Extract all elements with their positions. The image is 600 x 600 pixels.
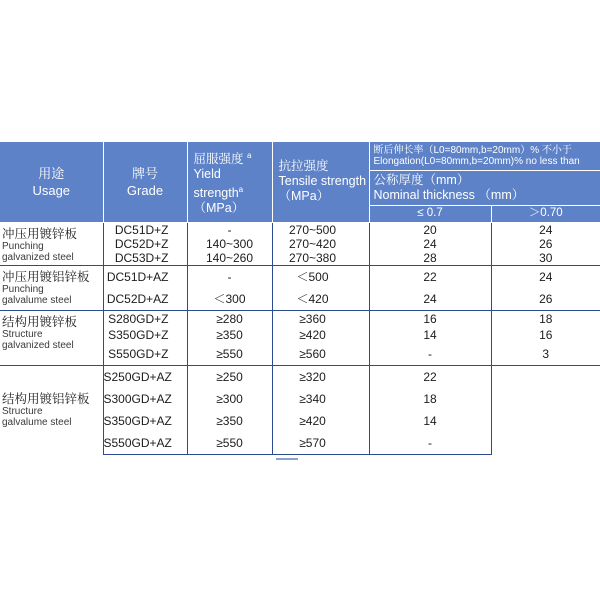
elongation-thin-cell: 14 xyxy=(369,410,491,432)
tensile-cell: ≥420 xyxy=(272,410,369,432)
table-row xyxy=(0,365,600,388)
grade-cell: DC53D+Z xyxy=(103,251,187,266)
usage-en: Punching xyxy=(2,283,44,295)
elongation-thick-cell: 30 xyxy=(539,250,553,265)
usage-en: galvanized steel xyxy=(2,251,74,263)
yield-cell: ≥280 xyxy=(187,310,272,327)
tensile-cell: ≥570 xyxy=(272,432,369,455)
yield-cell: - xyxy=(187,265,272,288)
usage-cell-punching-galvanized xyxy=(0,222,103,265)
usage-cn: 结构用镀铝锌板 xyxy=(2,391,90,406)
grade-header-cn: 牌号 xyxy=(131,165,158,181)
usage-cell-structure-galvalume xyxy=(0,365,103,454)
elongation-thick-cell: 18 xyxy=(491,310,600,327)
yield-cell: ＜300 xyxy=(187,288,272,311)
usage-en: galvalume steel xyxy=(2,294,72,306)
yield-header-en: Yield strength xyxy=(193,166,239,200)
spec-table xyxy=(0,142,600,455)
tensile-cell: ≥360 xyxy=(272,310,369,327)
yield-cell: 140~300 xyxy=(187,237,272,251)
yield-cell: ≥350 xyxy=(187,410,272,432)
yield-cell: ≥350 xyxy=(187,327,272,343)
usage-en: galvalume steel xyxy=(2,416,72,428)
elongation-thick-cell: 24 xyxy=(491,265,600,288)
usage-en: Punching xyxy=(2,240,44,252)
yield-header-cn: 屈服强度 xyxy=(193,151,244,166)
grade-cell: DC52D+Z xyxy=(103,237,187,251)
usage-header-cn: 用途 xyxy=(38,165,65,181)
grade-header-en: Grade xyxy=(126,182,164,198)
yield-header-sup: a xyxy=(247,150,252,160)
yield-cell: ≥300 xyxy=(187,388,272,410)
usage-cell-structure-galvanized xyxy=(0,310,103,365)
elongation-thin-cell: 16 xyxy=(369,310,491,327)
table-row xyxy=(0,310,600,327)
grade-cell: S350GD+AZ xyxy=(103,410,187,432)
yield-cell: ≥550 xyxy=(187,432,272,455)
tensile-cell: ≥320 xyxy=(272,365,369,388)
elongation-thin-cell: 28 xyxy=(369,251,491,266)
elongation-thick-cell: 26 xyxy=(539,236,553,251)
elongation-thick-cell: 16 xyxy=(539,327,553,342)
elongation-thin-cell: - xyxy=(369,432,491,455)
nominal-thickness-cn: 公称厚度（mm） xyxy=(373,172,470,187)
usage-en: Structure xyxy=(2,405,43,417)
yield-header xyxy=(187,142,272,222)
yield-cell: ≥550 xyxy=(187,343,272,366)
elongation-thin-cell: 24 xyxy=(369,288,491,311)
tensile-cell: 270~420 xyxy=(272,237,369,251)
tensile-header-unit: （MPa） xyxy=(278,189,330,204)
grade-cell: S300GD+AZ xyxy=(103,388,187,410)
grade-cell: DC51D+Z xyxy=(103,222,187,237)
tensile-cell: 270~500 xyxy=(272,222,369,237)
grade-cell: S250GD+AZ xyxy=(103,365,187,388)
decorative-underline xyxy=(276,458,298,460)
elongation-thin-cell: 18 xyxy=(369,388,491,410)
elongation-thin-cell: 14 xyxy=(369,327,491,343)
thickness-gt-0-70-header: ＞0.70 xyxy=(491,205,600,222)
tensile-cell: ＜500 xyxy=(272,265,369,288)
usage-cn: 冲压用镀锌板 xyxy=(2,226,78,241)
grade-cell: S550GD+Z xyxy=(103,343,187,366)
yield-header-unit: （MPa） xyxy=(193,200,245,215)
grade-cell: DC51D+AZ xyxy=(103,265,187,288)
elongation-thin-cell: 22 xyxy=(369,265,491,288)
tensile-header-cn: 抗拉强度 xyxy=(278,159,329,174)
table-row xyxy=(0,222,600,237)
tensile-cell: ≥340 xyxy=(272,388,369,410)
tensile-cell: ＜420 xyxy=(272,288,369,311)
yield-cell: 140~260 xyxy=(187,251,272,266)
elongation-header-cn: 断后伸长率（L0=80mm,b=20mm）% 不小于 xyxy=(373,144,572,156)
elongation-thick-cell-empty xyxy=(491,365,600,454)
elongation-thick-cell: 24 xyxy=(491,222,600,237)
elongation-thick-cell: 3 xyxy=(542,346,550,361)
table-row xyxy=(0,265,600,288)
grade-header xyxy=(103,142,187,222)
grade-cell: DC52D+AZ xyxy=(103,288,187,311)
elongation-thin-cell: 24 xyxy=(369,237,491,251)
usage-en: Structure xyxy=(2,328,43,340)
elongation-thick-cell: 26 xyxy=(539,291,553,306)
thickness-le-0-7-header: ≤ 0.7 xyxy=(369,205,491,222)
tensile-cell: ≥420 xyxy=(272,327,369,343)
yield-cell: - xyxy=(187,222,272,237)
usage-header xyxy=(0,142,103,222)
usage-en: galvanized steel xyxy=(2,339,74,351)
usage-cell-punching-galvalume xyxy=(0,265,103,310)
nominal-thickness-header xyxy=(369,170,600,205)
tensile-cell: ≥560 xyxy=(272,343,369,366)
usage-cn: 结构用镀锌板 xyxy=(2,314,78,329)
elongation-header xyxy=(369,142,600,170)
elongation-thin-cell: 20 xyxy=(369,222,491,237)
tensile-header-en: Tensile strength xyxy=(278,174,367,189)
grade-cell: S550GD+AZ xyxy=(103,432,187,455)
nominal-thickness-en: Nominal thickness （mm） xyxy=(373,187,525,202)
grade-cell: S280GD+Z xyxy=(103,310,187,327)
elongation-thin-cell: 22 xyxy=(369,365,491,388)
usage-header-en: Usage xyxy=(32,182,71,198)
elongation-header-en: Elongation(L0=80mm,b=20mm)% no less than xyxy=(373,155,580,167)
elongation-thin-cell: - xyxy=(369,343,491,366)
tensile-cell: 270~380 xyxy=(272,251,369,266)
grade-cell: S350GD+Z xyxy=(103,327,187,343)
tensile-header xyxy=(272,142,369,222)
usage-cn: 冲压用镀铝锌板 xyxy=(2,269,90,284)
yield-cell: ≥250 xyxy=(187,365,272,388)
yield-header-en-sup: a xyxy=(238,184,244,194)
